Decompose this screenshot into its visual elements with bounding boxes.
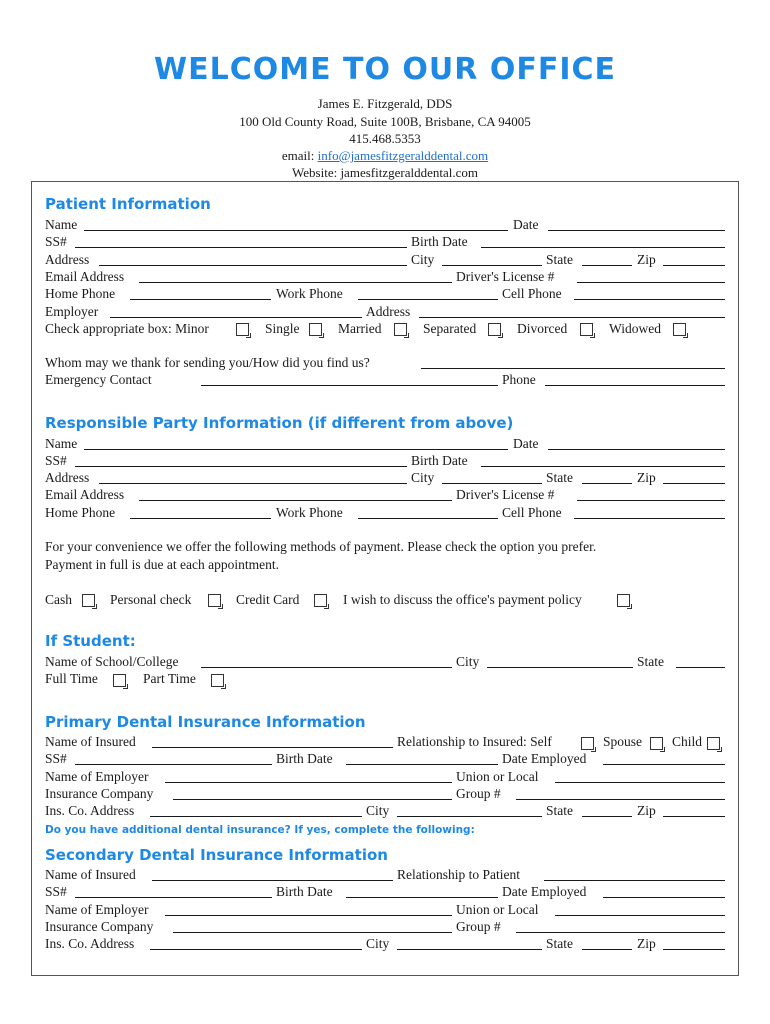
patient-home-phone-field[interactable]	[130, 299, 271, 300]
minor-checkbox[interactable]	[236, 323, 249, 336]
section-heading-primary-insurance: Primary Dental Insurance Information	[45, 713, 366, 731]
primary-date-employed-field[interactable]	[603, 764, 725, 765]
responsible-city-field[interactable]	[442, 483, 542, 484]
secondary-ss-field[interactable]	[75, 897, 272, 898]
label-relationship: Relationship to Patient	[397, 867, 520, 882]
label-employer: Name of Employer	[45, 769, 149, 784]
secondary-employer-field[interactable]	[165, 915, 452, 916]
spouse-checkbox[interactable]	[650, 737, 663, 750]
label-date-employed: Date Employed	[502, 884, 587, 899]
label-separated: Separated	[423, 321, 477, 336]
secondary-insured-field[interactable]	[152, 880, 393, 881]
label-discuss-payment: I wish to discuss the office's payment policy	[343, 592, 582, 607]
label-child: Child	[672, 734, 703, 749]
doctor-name: James E. Fitzgerald, DDS	[317, 96, 453, 111]
label-part-time: Part Time	[143, 671, 196, 686]
label-city: City	[411, 252, 435, 267]
secondary-union-field[interactable]	[555, 915, 725, 916]
label-widowed: Widowed	[609, 321, 661, 336]
primary-group-field[interactable]	[516, 799, 725, 800]
patient-ss-field[interactable]	[75, 247, 407, 248]
label-credit-card: Credit Card	[236, 592, 300, 607]
student-state-field[interactable]	[676, 667, 725, 668]
divorced-checkbox[interactable]	[580, 323, 593, 336]
primary-union-field[interactable]	[555, 782, 725, 783]
patient-name-field[interactable]	[84, 230, 508, 231]
label-birth-date: Birth Date	[411, 234, 468, 249]
patient-emergency-phone-field[interactable]	[545, 385, 725, 386]
label-home-phone: Home Phone	[45, 286, 116, 301]
patient-emergency-contact-field[interactable]	[201, 385, 498, 386]
patient-referral-field[interactable]	[421, 368, 725, 369]
part-time-checkbox[interactable]	[211, 674, 224, 687]
married-checkbox[interactable]	[394, 323, 407, 336]
office-website: Website: jamesfitzgeralddental.com	[292, 165, 478, 180]
label-birth-date: Birth Date	[411, 453, 468, 468]
secondary-group-field[interactable]	[516, 932, 725, 933]
label-home-phone: Home Phone	[45, 505, 116, 520]
credit-card-checkbox[interactable]	[314, 594, 327, 607]
label-personal-check: Personal check	[110, 592, 192, 607]
patient-email-field[interactable]	[139, 282, 452, 283]
office-address: 100 Old County Road, Suite 100B, Brisbane, CA 94005	[239, 114, 531, 129]
label-insurance-company: Insurance Company	[45, 786, 154, 801]
responsible-zip-field[interactable]	[663, 483, 725, 484]
responsible-state-field[interactable]	[582, 483, 632, 484]
payment-text-1: For your convenience we offer the following methods of payment. Please check the option you prefer.	[45, 539, 597, 554]
label-referral: Whom may we thank for sending you/How did you find us?	[45, 355, 370, 370]
secondary-ins-address-field[interactable]	[150, 949, 362, 950]
patient-employer-address-field[interactable]	[419, 317, 725, 318]
primary-state-field[interactable]	[582, 816, 632, 817]
additional-insurance-note: Do you have additional dental insurance? If yes, complete the following:	[45, 824, 475, 836]
label-single: Single	[265, 321, 300, 336]
label-state: State	[546, 252, 573, 267]
primary-insurance-company-field[interactable]	[173, 799, 452, 800]
primary-zip-field[interactable]	[663, 816, 725, 817]
label-school: Name of School/College	[45, 654, 179, 669]
responsible-drivers-license-field[interactable]	[577, 500, 725, 501]
label-state: State	[546, 470, 573, 485]
separated-checkbox[interactable]	[488, 323, 501, 336]
label-name-of-insured: Name of Insured	[45, 867, 136, 882]
label-date-employed: Date Employed	[502, 751, 587, 766]
patient-work-phone-field[interactable]	[358, 299, 498, 300]
discuss-payment-checkbox[interactable]	[617, 594, 630, 607]
secondary-city-field[interactable]	[397, 949, 542, 950]
label-ss: SS#	[45, 751, 67, 766]
single-checkbox[interactable]	[309, 323, 322, 336]
label-date: Date	[513, 217, 539, 232]
patient-cell-phone-field[interactable]	[574, 299, 725, 300]
label-union: Union or Local	[456, 902, 539, 917]
primary-ss-field[interactable]	[75, 764, 272, 765]
label-check-box: Check appropriate box: Minor	[45, 321, 209, 336]
label-zip: Zip	[637, 470, 656, 485]
secondary-state-field[interactable]	[582, 949, 632, 950]
responsible-home-phone-field[interactable]	[130, 518, 271, 519]
responsible-address-field[interactable]	[99, 483, 407, 484]
primary-birth-date-field[interactable]	[346, 764, 498, 765]
patient-birth-date-field[interactable]	[481, 247, 725, 248]
label-spouse: Spouse	[603, 734, 643, 749]
responsible-work-phone-field[interactable]	[358, 518, 498, 519]
section-heading-secondary-insurance: Secondary Dental Insurance Information	[45, 846, 388, 864]
primary-ins-address-field[interactable]	[150, 816, 362, 817]
label-address: Address	[45, 252, 90, 267]
label-union: Union or Local	[456, 769, 539, 784]
patient-address-field[interactable]	[99, 265, 407, 266]
label-relationship: Relationship to Insured: Self	[397, 734, 552, 749]
full-time-checkbox[interactable]	[113, 674, 126, 687]
label-email: Email Address	[45, 487, 125, 502]
email-label: email:	[281, 148, 318, 163]
primary-city-field[interactable]	[397, 816, 542, 817]
patient-zip-field[interactable]	[663, 265, 725, 266]
office-phone: 415.468.5353	[349, 131, 421, 146]
responsible-birth-date-field[interactable]	[481, 466, 725, 467]
label-name-of-insured: Name of Insured	[45, 734, 136, 749]
label-drivers-license: Driver's License #	[456, 269, 555, 284]
secondary-birth-date-field[interactable]	[346, 897, 498, 898]
office-email	[0, 147, 770, 164]
primary-insured-field[interactable]	[152, 747, 393, 748]
label-cell-phone: Cell Phone	[502, 286, 562, 301]
secondary-relationship-field[interactable]	[544, 880, 725, 881]
widowed-checkbox[interactable]	[673, 323, 686, 336]
patient-city-field[interactable]	[442, 265, 542, 266]
label-employer: Employer	[45, 304, 99, 319]
label-state: State	[546, 936, 573, 951]
label-name: Name	[45, 436, 78, 451]
student-school-field[interactable]	[201, 667, 452, 668]
label-group: Group #	[456, 786, 501, 801]
label-name: Name	[45, 217, 78, 232]
label-married: Married	[338, 321, 382, 336]
label-city: City	[456, 654, 480, 669]
label-zip: Zip	[637, 252, 656, 267]
label-city: City	[366, 936, 390, 951]
label-group: Group #	[456, 919, 501, 934]
section-heading-responsible: Responsible Party Information (if different from above)	[45, 414, 514, 432]
secondary-date-employed-field[interactable]	[603, 897, 725, 898]
label-cell-phone: Cell Phone	[502, 505, 562, 520]
label-employer: Name of Employer	[45, 902, 149, 917]
secondary-insurance-company-field[interactable]	[173, 932, 452, 933]
label-insurance-company: Insurance Company	[45, 919, 154, 934]
label-drivers-license: Driver's License #	[456, 487, 555, 502]
patient-date-field[interactable]	[548, 230, 725, 231]
page-title: WELCOME TO OUR OFFICE	[154, 52, 616, 87]
label-birth-date: Birth Date	[276, 751, 333, 766]
label-emergency-contact: Emergency Contact	[45, 372, 152, 387]
responsible-date-field[interactable]	[548, 449, 725, 450]
patient-state-field[interactable]	[582, 265, 632, 266]
secondary-zip-field[interactable]	[663, 949, 725, 950]
payment-text-2: Payment in full is due at each appointment.	[45, 557, 279, 572]
label-state: State	[546, 803, 573, 818]
label-state: State	[637, 654, 664, 669]
label-ss: SS#	[45, 234, 67, 249]
label-zip: Zip	[637, 936, 656, 951]
label-city: City	[411, 470, 435, 485]
label-ss: SS#	[45, 884, 67, 899]
label-employer-address: Address	[366, 304, 411, 319]
label-cash: Cash	[45, 592, 72, 607]
responsible-cell-phone-field[interactable]	[574, 518, 725, 519]
label-email: Email Address	[45, 269, 125, 284]
label-work-phone: Work Phone	[276, 505, 343, 520]
email-link[interactable]: info@jamesfitzgeralddental.com	[317, 148, 489, 163]
student-city-field[interactable]	[487, 667, 633, 668]
self-checkbox[interactable]	[581, 737, 594, 750]
label-zip: Zip	[637, 803, 656, 818]
label-ins-address: Ins. Co. Address	[45, 936, 135, 951]
label-phone: Phone	[502, 372, 536, 387]
section-heading-patient: Patient Information	[45, 195, 211, 213]
child-checkbox[interactable]	[707, 737, 720, 750]
personal-check-checkbox[interactable]	[208, 594, 221, 607]
label-full-time: Full Time	[45, 671, 98, 686]
responsible-name-field[interactable]	[84, 449, 508, 450]
label-divorced: Divorced	[517, 321, 568, 336]
cash-checkbox[interactable]	[82, 594, 95, 607]
label-ss: SS#	[45, 453, 67, 468]
label-address: Address	[45, 470, 90, 485]
section-heading-student: If Student:	[45, 632, 136, 650]
primary-employer-field[interactable]	[165, 782, 452, 783]
patient-employer-field[interactable]	[110, 317, 362, 318]
label-date: Date	[513, 436, 539, 451]
responsible-email-field[interactable]	[139, 500, 452, 501]
patient-drivers-license-field[interactable]	[577, 282, 725, 283]
label-city: City	[366, 803, 390, 818]
label-work-phone: Work Phone	[276, 286, 343, 301]
label-birth-date: Birth Date	[276, 884, 333, 899]
label-ins-address: Ins. Co. Address	[45, 803, 135, 818]
responsible-ss-field[interactable]	[75, 466, 407, 467]
